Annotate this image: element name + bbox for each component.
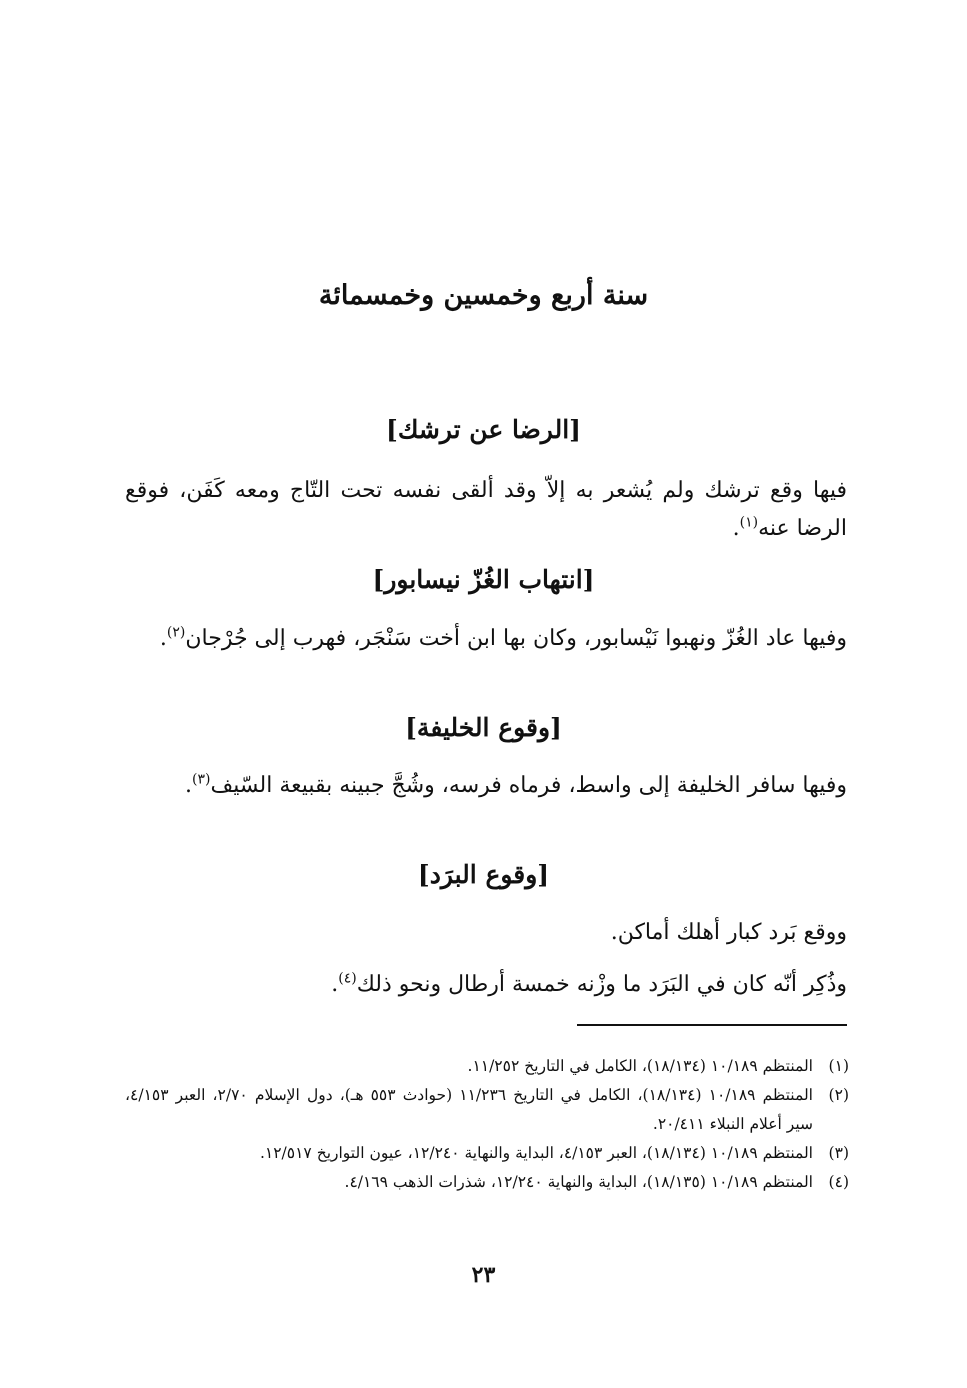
footnote-number: (٢)	[828, 1086, 849, 1104]
paragraph-text: وفيها سافر الخليفة إلى واسط، فرماه فرسه، وشُجَّ جبينه بقبيعة السّيف	[210, 773, 847, 798]
section-paragraph-4b	[125, 966, 847, 1004]
footnote-item	[125, 1139, 849, 1168]
section-heading-4: [وقوع البرَد]	[417, 860, 550, 889]
footnote-reference: (٤)	[338, 970, 357, 987]
footnotes	[125, 1052, 849, 1197]
footnote-text: المنتظم ١٠/١٨٩ (١٨/١٣٥)، البداية والنهاية ١٢/٢٤٠، شذرات الذهب ٤/١٦٩.	[344, 1173, 813, 1191]
section-paragraph-4a: ووقع بَرد كبار أهلك أماكن.	[610, 920, 847, 945]
footnote-text: المنتظم ١٠/١٨٩ (١٨/١٣٤)، العبر ٤/١٥٣، البداية والنهاية ١٢/٢٤٠، عيون التواريخ ١٢/٥١٧.	[259, 1144, 813, 1162]
footnote-item	[125, 1052, 849, 1081]
page-number: ٢٣	[471, 1262, 496, 1288]
footnote-reference: (١)	[739, 514, 759, 531]
paragraph-end: .	[331, 972, 339, 997]
section-paragraph-3	[125, 767, 847, 805]
footnote-item	[125, 1081, 849, 1139]
footnote-text: المنتظم ١٠/١٨٩ (١٨/١٣٤)، الكامل في التاريخ ١١/٢٥٢.	[467, 1057, 813, 1075]
paragraph-end: .	[185, 773, 192, 798]
footnote-item	[125, 1168, 849, 1197]
section-heading-1: [الرضا عن ترشك]	[386, 415, 581, 444]
footnote-number: (٣)	[828, 1144, 849, 1162]
section-paragraph-1	[125, 472, 847, 548]
paragraph-text: فيها وقع ترشك ولم يُشعر به إلاّ وقد ألقى نفسه تحت التّاج ومعه كَفَن، فوقع الرضا عنه	[125, 478, 847, 541]
footnote-text: المنتظم ١٠/١٨٩ (١٨/١٣٤)، الكامل في التاريخ ١١/٢٣٦ (حوادث ٥٥٣ هـ)، دول الإسلام ٢/٧٠، العبر ٤/١٥٣، سير أعلام النبلاء ٢٠/٤١١.	[125, 1086, 813, 1133]
footnote-number: (١)	[828, 1057, 849, 1075]
footnote-divider	[577, 1024, 847, 1026]
section-heading-2: [انتهاب الغُزّ نيسابور]	[372, 565, 595, 594]
section-paragraph-2	[125, 620, 847, 658]
footnote-number: (٤)	[828, 1173, 849, 1191]
footnote-reference: (٢)	[166, 624, 186, 641]
section-heading-3: [وقوع الخليفة]	[405, 713, 562, 742]
page-title: سنة أربع وخمسين وخمسمائة	[318, 280, 649, 311]
paragraph-text: وذُكِر أنّه كان في البَرَد ما وزْنه خمسة أرطال ونحو ذلك	[356, 972, 847, 997]
paragraph-text: وفيها عاد الغُزّ ونهبوا نَيْسابور، وكان بها ابن أخت سَنْجَر، فهرب إلى جُرْجان	[185, 626, 847, 651]
footnote-reference: (٣)	[192, 771, 211, 788]
paragraph-end: .	[732, 516, 740, 541]
paragraph-end: .	[159, 626, 167, 651]
